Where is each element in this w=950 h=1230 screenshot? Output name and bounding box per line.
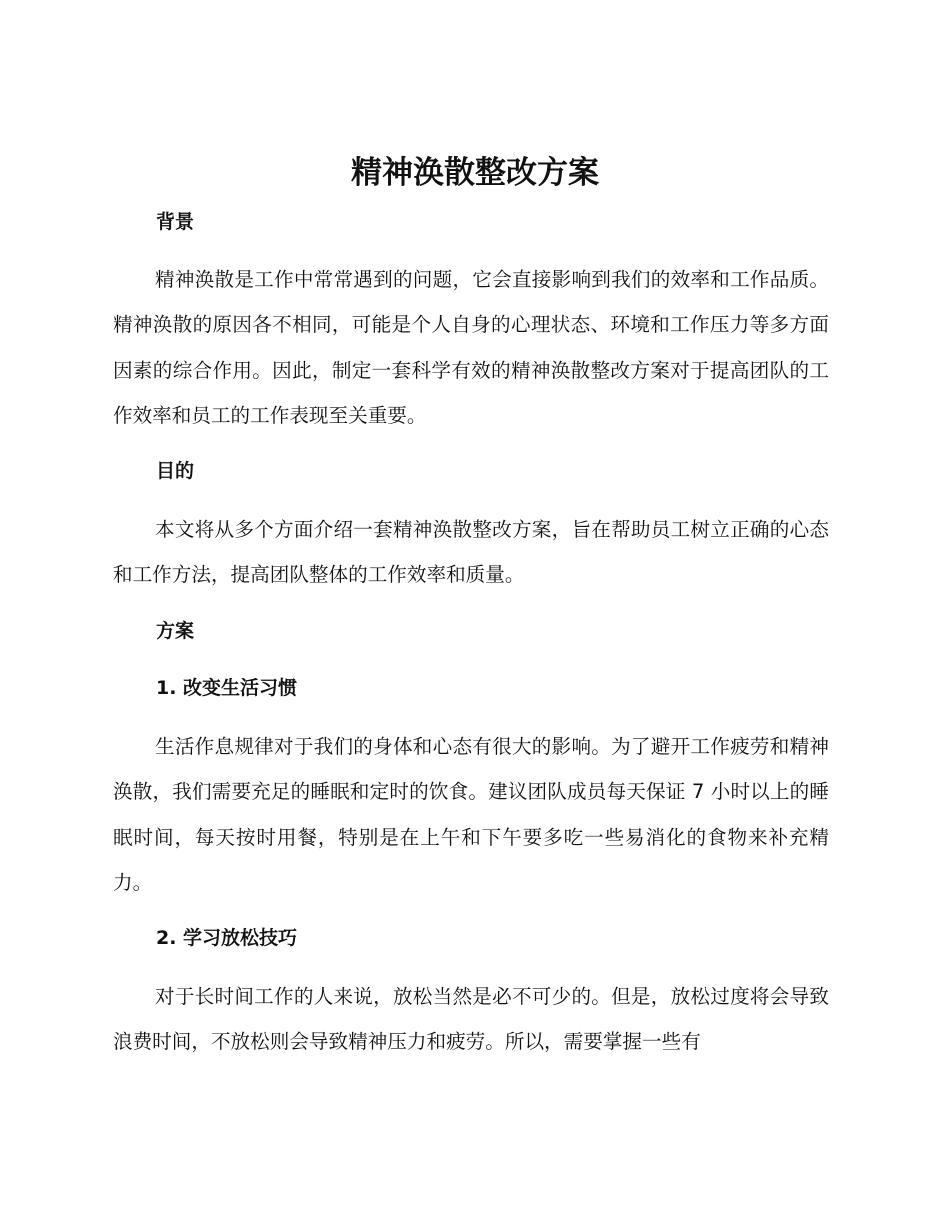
subsection-body-lifestyle: 生活作息规律对于我们的身体和心态有很大的影响。为了避开工作疲劳和精神涣散，我们需要充足的睡眠和定时的饮食。建议团队成员每天保证 7 小时以上的睡眠时间，每天按时用餐，特别是在上午和下午要多吃一些易消化的食物来补充精力。	[113, 735, 829, 894]
subsection-heading-relaxation: 2. 学习放松技巧	[156, 927, 298, 949]
subsection-body-relaxation: 对于长时间工作的人来说，放松当然是必不可少的。但是，放松过度将会导致浪费时间，不放松则会导致精神压力和疲劳。所以，需要掌握一些有	[113, 985, 829, 1054]
section-body-background: 精神涣散是工作中常常遇到的问题，它会直接影响到我们的效率和工作品质。精神涣散的原因各不相同，可能是个人自身的心理状态、环境和工作压力等多方面因素的综合作用。因此，制定一套科学有效的精神涣散整改方案对于提高团队的工作效率和员工的工作表现至关重要。	[113, 268, 829, 427]
document-title: 精神涣散整改方案	[351, 155, 599, 191]
section-body-purpose: 本文将从多个方面介绍一套精神涣散整改方案，旨在帮助员工树立正确的心态和工作方法，提高团队整体的工作效率和质量。	[113, 518, 829, 587]
section-heading-plan: 方案	[156, 620, 195, 642]
subsection-heading-lifestyle: 1. 改变生活习惯	[156, 677, 298, 699]
section-heading-purpose: 目的	[156, 460, 195, 482]
section-heading-background: 背景	[156, 211, 195, 233]
